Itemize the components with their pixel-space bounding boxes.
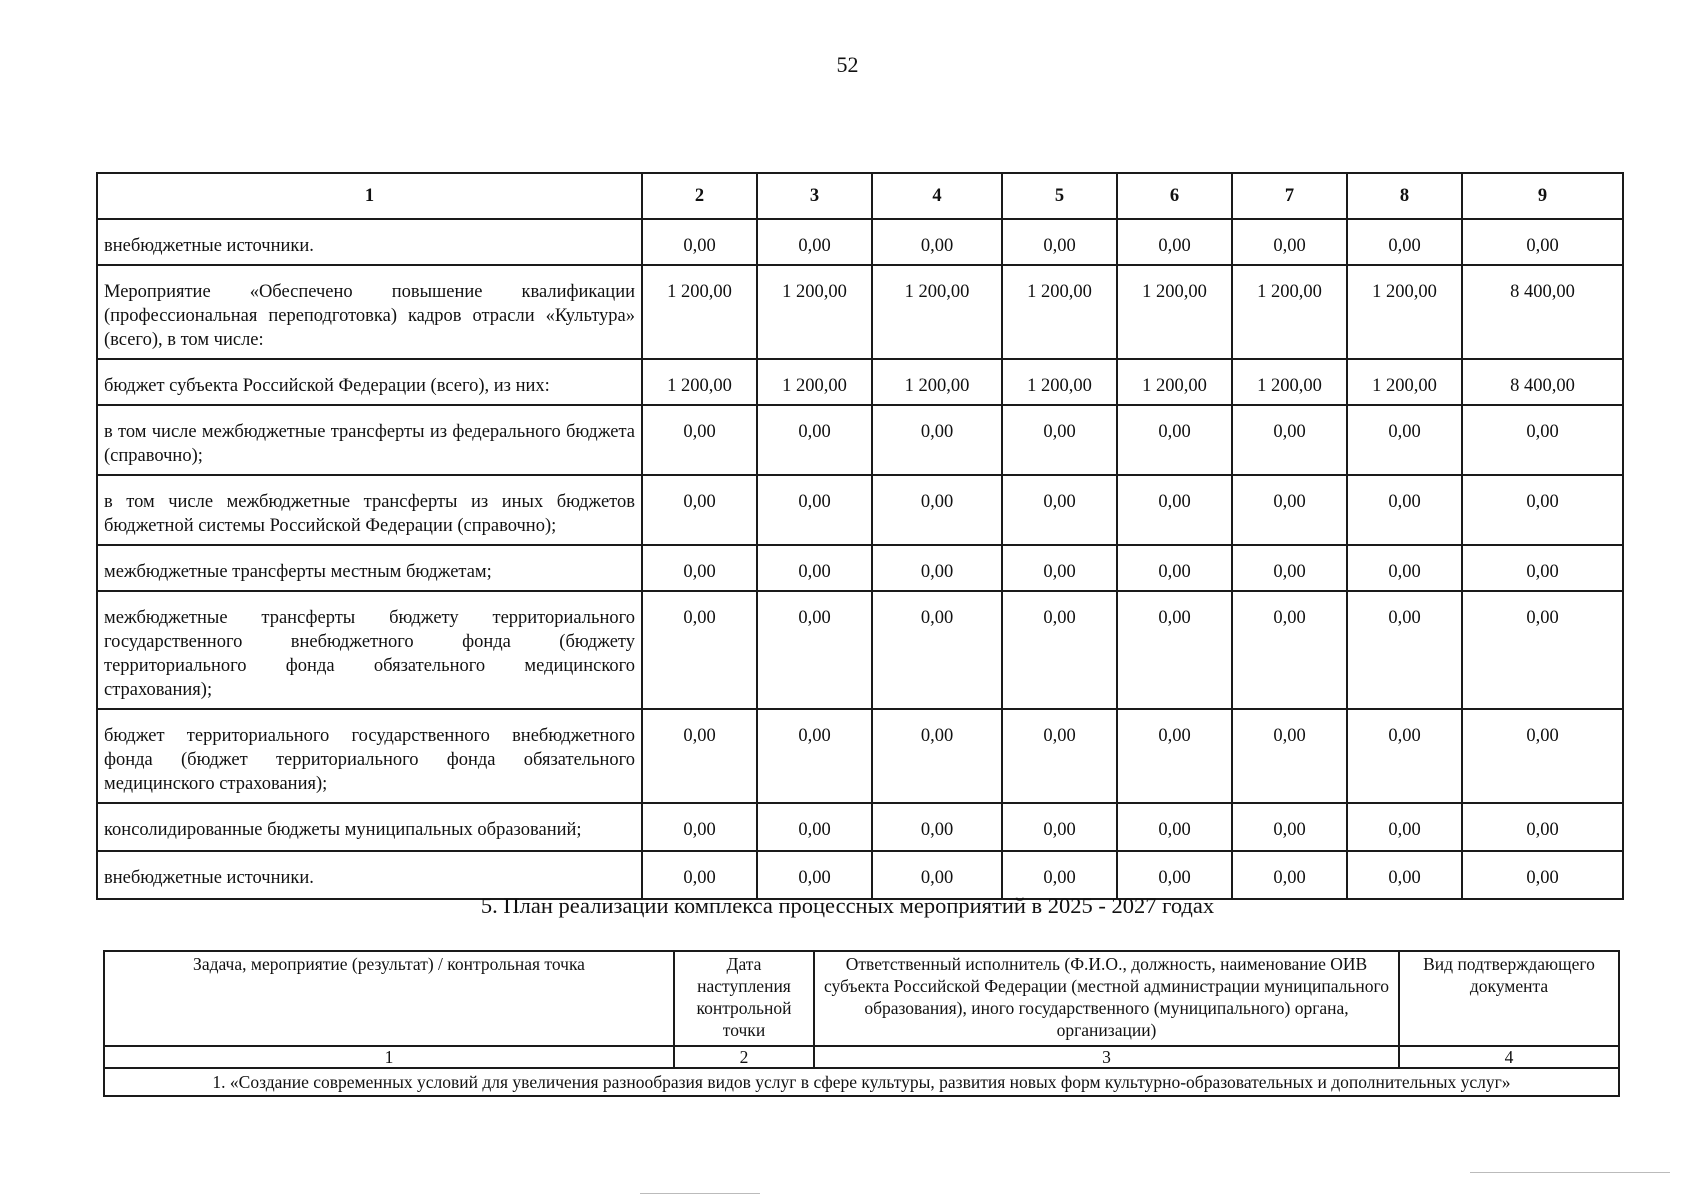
plan-colnum: 2 bbox=[674, 1046, 814, 1068]
budget-row-label: межбюджетные трансферты бюджету территориального государственного внебюджетного фонда (бюджету территориального фонда обязательного медицинского страхования); bbox=[97, 591, 642, 709]
budget-row bbox=[97, 475, 1623, 545]
plan-header-document: Вид подтверждающего документа bbox=[1399, 951, 1619, 1046]
budget-row-label: в том числе межбюджетные трансферты из федерального бюджета (справочно); bbox=[97, 405, 642, 475]
budget-value-cell: 0,00 bbox=[1347, 709, 1462, 803]
budget-value-cell: 0,00 bbox=[757, 851, 872, 899]
budget-row bbox=[97, 219, 1623, 265]
budget-value-cell: 0,00 bbox=[1002, 219, 1117, 265]
budget-value-cell: 0,00 bbox=[1462, 803, 1623, 851]
budget-value-cell: 0,00 bbox=[642, 709, 757, 803]
budget-value-cell: 0,00 bbox=[642, 591, 757, 709]
section-title: 5. План реализации комплекса процессных мероприятий в 2025 - 2027 годах bbox=[480, 893, 1215, 918]
budget-value-cell: 0,00 bbox=[757, 709, 872, 803]
budget-value-cell: 0,00 bbox=[1347, 219, 1462, 265]
budget-value-cell: 1 200,00 bbox=[1347, 359, 1462, 405]
budget-value-cell: 0,00 bbox=[872, 475, 1002, 545]
budget-row-label: межбюджетные трансферты местным бюджетам; bbox=[97, 545, 642, 591]
budget-header-cell: 3 bbox=[757, 173, 872, 219]
budget-header-cell: 7 bbox=[1232, 173, 1347, 219]
budget-row-label: внебюджетные источники. bbox=[97, 219, 642, 265]
budget-row bbox=[97, 359, 1623, 405]
budget-value-cell: 1 200,00 bbox=[1117, 265, 1232, 359]
budget-header-cell: 9 bbox=[1462, 173, 1623, 219]
budget-value-cell: 0,00 bbox=[872, 803, 1002, 851]
budget-header-cell: 4 bbox=[872, 173, 1002, 219]
budget-value-cell: 0,00 bbox=[1232, 709, 1347, 803]
budget-value-cell: 0,00 bbox=[1117, 803, 1232, 851]
budget-header-cell: 5 bbox=[1002, 173, 1117, 219]
plan-table bbox=[103, 950, 1620, 1097]
budget-value-cell: 1 200,00 bbox=[757, 359, 872, 405]
budget-value-cell: 0,00 bbox=[1232, 851, 1347, 899]
budget-value-cell: 1 200,00 bbox=[1232, 359, 1347, 405]
budget-value-cell: 0,00 bbox=[642, 545, 757, 591]
budget-value-cell: 0,00 bbox=[1117, 219, 1232, 265]
budget-value-cell: 0,00 bbox=[642, 803, 757, 851]
plan-header-row bbox=[104, 951, 1619, 1046]
budget-value-cell: 0,00 bbox=[642, 405, 757, 475]
budget-value-cell: 0,00 bbox=[642, 851, 757, 899]
budget-value-cell: 0,00 bbox=[1462, 545, 1623, 591]
budget-value-cell: 0,00 bbox=[1462, 405, 1623, 475]
budget-value-cell: 0,00 bbox=[1232, 405, 1347, 475]
budget-value-cell: 0,00 bbox=[872, 545, 1002, 591]
budget-value-cell: 0,00 bbox=[872, 851, 1002, 899]
budget-value-cell: 0,00 bbox=[1117, 709, 1232, 803]
budget-value-cell: 1 200,00 bbox=[1002, 359, 1117, 405]
budget-value-cell: 1 200,00 bbox=[1347, 265, 1462, 359]
budget-row-label: консолидированные бюджеты муниципальных образований; bbox=[97, 803, 642, 851]
budget-value-cell: 0,00 bbox=[642, 475, 757, 545]
plan-colnum: 4 bbox=[1399, 1046, 1619, 1068]
budget-value-cell: 0,00 bbox=[1347, 545, 1462, 591]
budget-value-cell: 0,00 bbox=[757, 219, 872, 265]
budget-row bbox=[97, 709, 1623, 803]
budget-value-cell: 0,00 bbox=[757, 405, 872, 475]
budget-value-cell: 0,00 bbox=[1002, 545, 1117, 591]
budget-header-cell: 2 bbox=[642, 173, 757, 219]
budget-value-cell: 0,00 bbox=[642, 219, 757, 265]
budget-row-label: Мероприятие «Обеспечено повышение квалификации (профессиональная переподготовка) кадров отрасли «Культура» (всего), в том числе: bbox=[97, 265, 642, 359]
budget-value-cell: 1 200,00 bbox=[757, 265, 872, 359]
budget-value-cell: 0,00 bbox=[1002, 803, 1117, 851]
budget-table bbox=[96, 172, 1624, 900]
plan-colnum: 3 bbox=[814, 1046, 1399, 1068]
budget-value-cell: 0,00 bbox=[757, 475, 872, 545]
budget-value-cell: 1 200,00 bbox=[872, 359, 1002, 405]
budget-value-cell: 8 400,00 bbox=[1462, 359, 1623, 405]
budget-value-cell: 0,00 bbox=[1347, 591, 1462, 709]
budget-row bbox=[97, 545, 1623, 591]
budget-value-cell: 0,00 bbox=[1232, 545, 1347, 591]
budget-value-cell: 0,00 bbox=[757, 803, 872, 851]
budget-value-cell: 0,00 bbox=[1347, 475, 1462, 545]
budget-value-cell: 0,00 bbox=[757, 591, 872, 709]
plan-task-text: 1. «Создание современных условий для увеличения разнообразия видов услуг в сфере культуры, развития новых форм культурно-образовательных и дополнительных услуг» bbox=[104, 1068, 1619, 1096]
budget-value-cell: 0,00 bbox=[1232, 591, 1347, 709]
plan-header-task: Задача, мероприятие (результат) / контрольная точка bbox=[104, 951, 674, 1046]
page-number: 52 bbox=[836, 52, 859, 77]
budget-row-label: бюджет субъекта Российской Федерации (всего), из них: bbox=[97, 359, 642, 405]
budget-value-cell: 0,00 bbox=[1462, 591, 1623, 709]
plan-header-date: Дата наступления контрольной точки bbox=[674, 951, 814, 1046]
budget-row-label: внебюджетные источники. bbox=[97, 851, 642, 899]
budget-value-cell: 0,00 bbox=[1462, 709, 1623, 803]
budget-value-cell: 0,00 bbox=[1117, 851, 1232, 899]
budget-value-cell: 0,00 bbox=[1117, 475, 1232, 545]
budget-value-cell: 1 200,00 bbox=[1002, 265, 1117, 359]
budget-value-cell: 0,00 bbox=[872, 405, 1002, 475]
budget-row bbox=[97, 851, 1623, 899]
budget-value-cell: 0,00 bbox=[872, 219, 1002, 265]
budget-value-cell: 0,00 bbox=[1462, 475, 1623, 545]
budget-value-cell: 1 200,00 bbox=[1117, 359, 1232, 405]
budget-header-cell: 6 bbox=[1117, 173, 1232, 219]
budget-value-cell: 0,00 bbox=[1347, 405, 1462, 475]
budget-value-cell: 0,00 bbox=[1347, 851, 1462, 899]
budget-row bbox=[97, 265, 1623, 359]
budget-value-cell: 0,00 bbox=[1002, 405, 1117, 475]
budget-value-cell: 0,00 bbox=[1117, 545, 1232, 591]
budget-value-cell: 0,00 bbox=[872, 591, 1002, 709]
budget-value-cell: 8 400,00 bbox=[1462, 265, 1623, 359]
budget-value-cell: 0,00 bbox=[1117, 405, 1232, 475]
budget-row bbox=[97, 803, 1623, 851]
budget-value-cell: 0,00 bbox=[872, 709, 1002, 803]
budget-value-cell: 0,00 bbox=[1232, 475, 1347, 545]
plan-colnum-row bbox=[104, 1046, 1619, 1068]
budget-value-cell: 0,00 bbox=[1232, 219, 1347, 265]
budget-value-cell: 0,00 bbox=[1462, 219, 1623, 265]
budget-value-cell: 1 200,00 bbox=[1232, 265, 1347, 359]
budget-value-cell: 0,00 bbox=[1117, 591, 1232, 709]
budget-value-cell: 1 200,00 bbox=[642, 359, 757, 405]
plan-colnum: 1 bbox=[104, 1046, 674, 1068]
plan-header-executor: Ответственный исполнитель (Ф.И.О., должность, наименование ОИВ субъекта Российской Федерации (местной администрации муниципального образования), иного государственного (муниципального) органа, организации) bbox=[814, 951, 1399, 1046]
budget-row-label: бюджет территориального государственного внебюджетного фонда (бюджет территориального фонда обязательного медицинского страхования); bbox=[97, 709, 642, 803]
budget-header-cell: 1 bbox=[97, 173, 642, 219]
budget-header-cell: 8 bbox=[1347, 173, 1462, 219]
plan-task-row bbox=[104, 1068, 1619, 1096]
budget-value-cell: 0,00 bbox=[757, 545, 872, 591]
budget-value-cell: 0,00 bbox=[1232, 803, 1347, 851]
budget-header-row bbox=[97, 173, 1623, 219]
budget-value-cell: 0,00 bbox=[1462, 851, 1623, 899]
budget-value-cell: 0,00 bbox=[1002, 475, 1117, 545]
budget-value-cell: 0,00 bbox=[1002, 851, 1117, 899]
budget-value-cell: 0,00 bbox=[1347, 803, 1462, 851]
budget-value-cell: 1 200,00 bbox=[872, 265, 1002, 359]
budget-row bbox=[97, 405, 1623, 475]
budget-value-cell: 0,00 bbox=[1002, 591, 1117, 709]
budget-row-label: в том числе межбюджетные трансферты из иных бюджетов бюджетной системы Российской Федерации (справочно); bbox=[97, 475, 642, 545]
budget-row bbox=[97, 591, 1623, 709]
budget-value-cell: 0,00 bbox=[1002, 709, 1117, 803]
budget-value-cell: 1 200,00 bbox=[642, 265, 757, 359]
